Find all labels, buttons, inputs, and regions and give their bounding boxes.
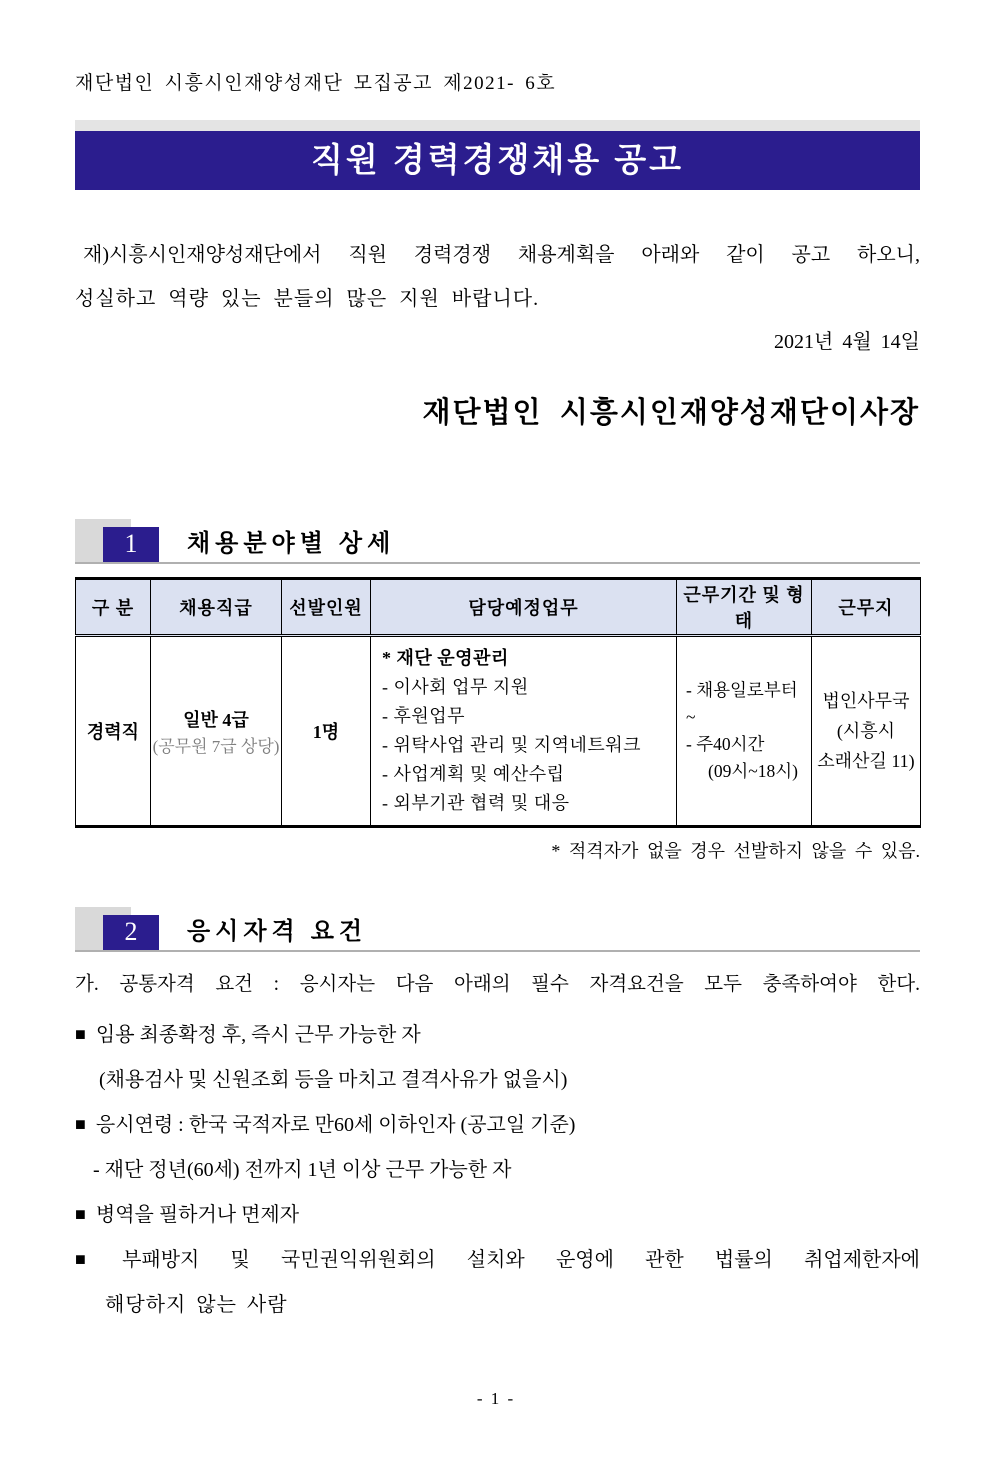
period-line: - 채용일로부터 ~ xyxy=(686,680,798,727)
requirements-list xyxy=(75,1020,920,1321)
requirement-text: 응시연령 : 한국 국적자로 만60세 이하인자 (공고일 기준) xyxy=(95,1114,576,1136)
period-line: (09시~18시) xyxy=(708,761,798,781)
square-bullet-icon: ■ xyxy=(75,1204,86,1224)
col-header-count: 선발인원 xyxy=(282,579,371,636)
duties-title: * 재단 운영관리 xyxy=(382,648,509,668)
col-header-grade: 채용직급 xyxy=(151,579,282,636)
title-banner xyxy=(75,120,920,190)
cell-grade xyxy=(151,636,282,827)
intro-paragraph xyxy=(75,238,920,311)
table-row xyxy=(76,636,921,827)
duty-item: - 후원업무 xyxy=(382,706,466,726)
section-2-number: 2 xyxy=(103,915,159,950)
cell-category: 경력직 xyxy=(76,636,151,827)
duties-list xyxy=(372,638,675,824)
requirement-item xyxy=(75,1245,920,1276)
col-header-period: 근무기간 및 형태 xyxy=(677,579,812,636)
page-number: - 1 - xyxy=(476,1389,516,1408)
requirement-continuation: 해당하지 않는 사람 xyxy=(105,1294,288,1316)
announcement-date: 2021년 4월 14일 xyxy=(774,331,920,353)
cell-count: 1명 xyxy=(282,636,371,827)
section-1-title: 채용분야별 상세 xyxy=(187,531,396,557)
duty-item: - 이사회 업무 지원 xyxy=(382,677,529,697)
requirement-item xyxy=(75,1200,920,1231)
square-bullet-icon: ■ xyxy=(75,1249,113,1269)
location-line: 소래산길 11) xyxy=(817,751,915,771)
table-header-row xyxy=(76,579,921,636)
section-2-header xyxy=(75,907,920,952)
period-list xyxy=(678,677,810,785)
section-1-header xyxy=(75,519,920,564)
requirement-item xyxy=(75,1020,920,1051)
intro-line-2: 성실하고 역량 있는 분들의 많은 지원 바랍니다. xyxy=(75,288,540,310)
recruitment-table xyxy=(75,577,921,828)
col-header-category: 구 분 xyxy=(76,579,151,636)
duty-item: - 위탁사업 관리 및 지역네트워크 xyxy=(382,735,642,755)
grade-value: 일반 4급 xyxy=(183,709,249,730)
doc-number-line: 재단법인 시흥시인재양성재단 모집공고 제2021- 6호 xyxy=(75,73,557,94)
col-header-duties: 담당예정업무 xyxy=(371,579,677,636)
square-bullet-icon: ■ xyxy=(75,1024,86,1044)
intro-line-1: 재)시흥시인재양성재단에서 직원 경력경쟁 채용계획을 아래와 같이 공고 하오니, xyxy=(83,244,920,266)
common-requirements-intro: 가. 공통자격 요건 : 응시자는 다음 아래의 필수 자격요건을 모두 충족하여야 한다. xyxy=(75,974,920,995)
square-bullet-icon: ■ xyxy=(75,1114,86,1134)
duty-item: - 외부기관 협력 및 대응 xyxy=(382,793,570,813)
table-footnote: * 적격자가 없을 경우 선발하지 않을 수 있음. xyxy=(551,841,920,861)
location-line: (시흥시 xyxy=(836,721,896,741)
document-page xyxy=(0,68,992,1321)
doc-title: 직원 경력경쟁채용 공고 xyxy=(75,131,920,190)
section-2-title: 응시자격 요건 xyxy=(187,919,368,945)
cell-location xyxy=(812,636,921,827)
location-line: 법인사무국 xyxy=(822,691,910,711)
requirement-text: 임용 최종확정 후, 즉시 근무 가능한 자 xyxy=(95,1024,421,1046)
section-1-number: 1 xyxy=(103,527,159,562)
requirement-text: 병역을 필하거나 면제자 xyxy=(95,1204,300,1226)
period-line: - 주40시간 xyxy=(686,734,765,754)
requirement-item xyxy=(75,1110,920,1141)
banner-top-strip xyxy=(75,120,920,131)
col-header-location: 근무지 xyxy=(812,579,921,636)
grade-note: (공무원 7급 상당) xyxy=(152,736,280,756)
signature-line: 재단법인 시흥시인재양성재단이사장 xyxy=(422,397,920,429)
cell-duties xyxy=(371,636,677,827)
requirement-subnote: - 재단 정년(60세) 전까지 1년 이상 근무 가능한 자 xyxy=(93,1159,512,1181)
duty-item: - 사업계획 및 예산수립 xyxy=(382,764,565,784)
cell-period xyxy=(677,636,812,827)
requirement-text: 부패방지 및 국민권익위원회의 설치와 운영에 관한 법률의 취업제한자에 xyxy=(122,1249,920,1271)
requirement-subnote: (채용검사 및 신원조회 등을 마치고 결격사유가 없을시) xyxy=(99,1069,568,1091)
